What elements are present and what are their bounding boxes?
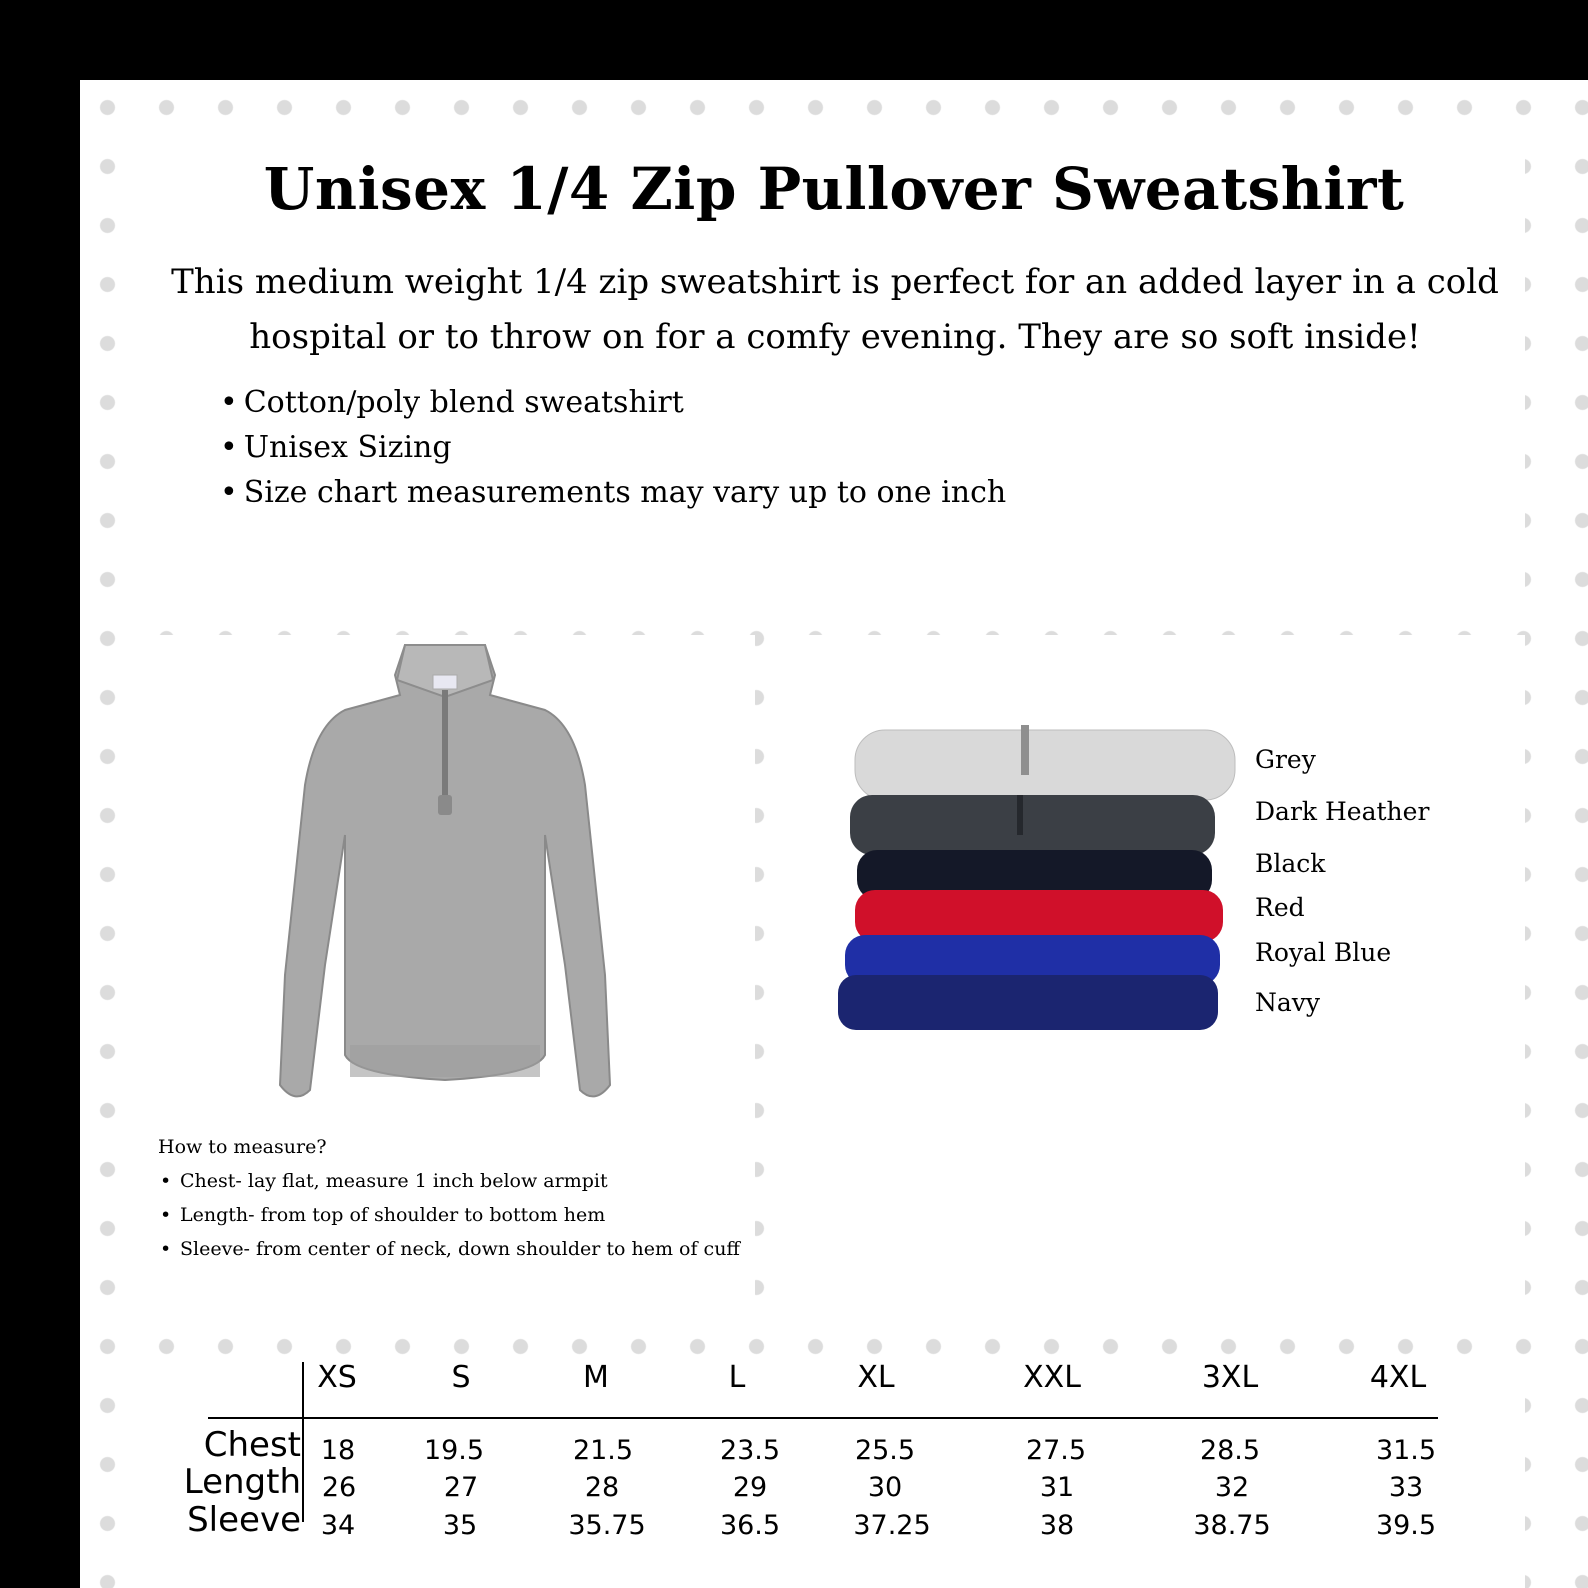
table-cell: 27.5 bbox=[1025, 1435, 1087, 1466]
measure-item: • Length- from top of shoulder to bottom hem bbox=[180, 1198, 740, 1232]
feature-item: • Size chart measurements may vary up to one inch bbox=[220, 470, 1006, 515]
color-label-dark-heather: Dark Heather bbox=[1255, 797, 1430, 826]
table-cell: 32 bbox=[1214, 1472, 1250, 1503]
measure-heading: How to measure? bbox=[158, 1136, 327, 1158]
table-cell: 38.75 bbox=[1193, 1510, 1271, 1541]
table-cell: 26 bbox=[321, 1472, 357, 1503]
row-label-length: Length bbox=[183, 1462, 301, 1502]
page-title: Unisex 1/4 Zip Pullover Sweatshirt bbox=[263, 155, 1405, 223]
table-cell: 31.5 bbox=[1375, 1435, 1437, 1466]
table-cell: 27 bbox=[443, 1472, 479, 1503]
table-cell: 31 bbox=[1039, 1472, 1075, 1503]
table-horizontal-rule bbox=[208, 1417, 1438, 1419]
table-cell: 19.5 bbox=[423, 1435, 485, 1466]
table-cell: 34 bbox=[320, 1510, 356, 1541]
size-header: XS bbox=[317, 1360, 357, 1395]
size-header: L bbox=[728, 1360, 746, 1395]
feature-item: • Unisex Sizing bbox=[220, 425, 1006, 470]
table-cell: 28.5 bbox=[1199, 1435, 1261, 1466]
size-header: XXL bbox=[1023, 1360, 1081, 1395]
table-cell: 36.5 bbox=[719, 1510, 781, 1541]
table-cell: 28 bbox=[584, 1472, 620, 1503]
color-label-black: Black bbox=[1255, 849, 1326, 878]
row-label-chest: Chest bbox=[203, 1425, 301, 1465]
size-chart bbox=[80, 80, 1588, 1588]
table-cell: 21.5 bbox=[572, 1435, 634, 1466]
measure-item: • Sleeve- from center of neck, down shoulder to hem of cuff bbox=[180, 1232, 740, 1266]
size-header: XL bbox=[857, 1360, 895, 1395]
color-label-red: Red bbox=[1255, 893, 1305, 922]
table-cell: 35.75 bbox=[568, 1510, 646, 1541]
description-line-2: hospital or to throw on for a comfy evening. They are so soft inside! bbox=[249, 317, 1421, 357]
table-cell: 35 bbox=[442, 1510, 478, 1541]
table-cell: 39.5 bbox=[1375, 1510, 1437, 1541]
size-header: 3XL bbox=[1201, 1360, 1259, 1395]
table-cell: 23.5 bbox=[719, 1435, 781, 1466]
table-cell: 38 bbox=[1039, 1510, 1075, 1541]
color-label-royal-blue: Royal Blue bbox=[1255, 938, 1392, 967]
table-cell: 37.25 bbox=[853, 1510, 931, 1541]
table-vertical-rule bbox=[302, 1362, 304, 1522]
size-header: 4XL bbox=[1369, 1360, 1427, 1395]
product-sheet bbox=[80, 80, 1588, 1588]
table-cell: 30 bbox=[867, 1472, 903, 1503]
size-header: M bbox=[583, 1360, 609, 1395]
color-label-navy: Navy bbox=[1255, 988, 1321, 1017]
feature-item: • Cotton/poly blend sweatshirt bbox=[220, 380, 1006, 425]
table-cell: 33 bbox=[1388, 1472, 1424, 1503]
description-line-1: This medium weight 1/4 zip sweatshirt is perfect for an added layer in a cold bbox=[171, 262, 1499, 302]
color-label-grey: Grey bbox=[1255, 745, 1316, 774]
row-label-sleeve: Sleeve bbox=[187, 1500, 301, 1540]
table-cell: 18 bbox=[320, 1435, 356, 1466]
table-cell: 25.5 bbox=[854, 1435, 916, 1466]
table-cell: 29 bbox=[732, 1472, 768, 1503]
measure-item: • Chest- lay flat, measure 1 inch below armpit bbox=[180, 1164, 740, 1198]
size-header: S bbox=[451, 1360, 471, 1395]
